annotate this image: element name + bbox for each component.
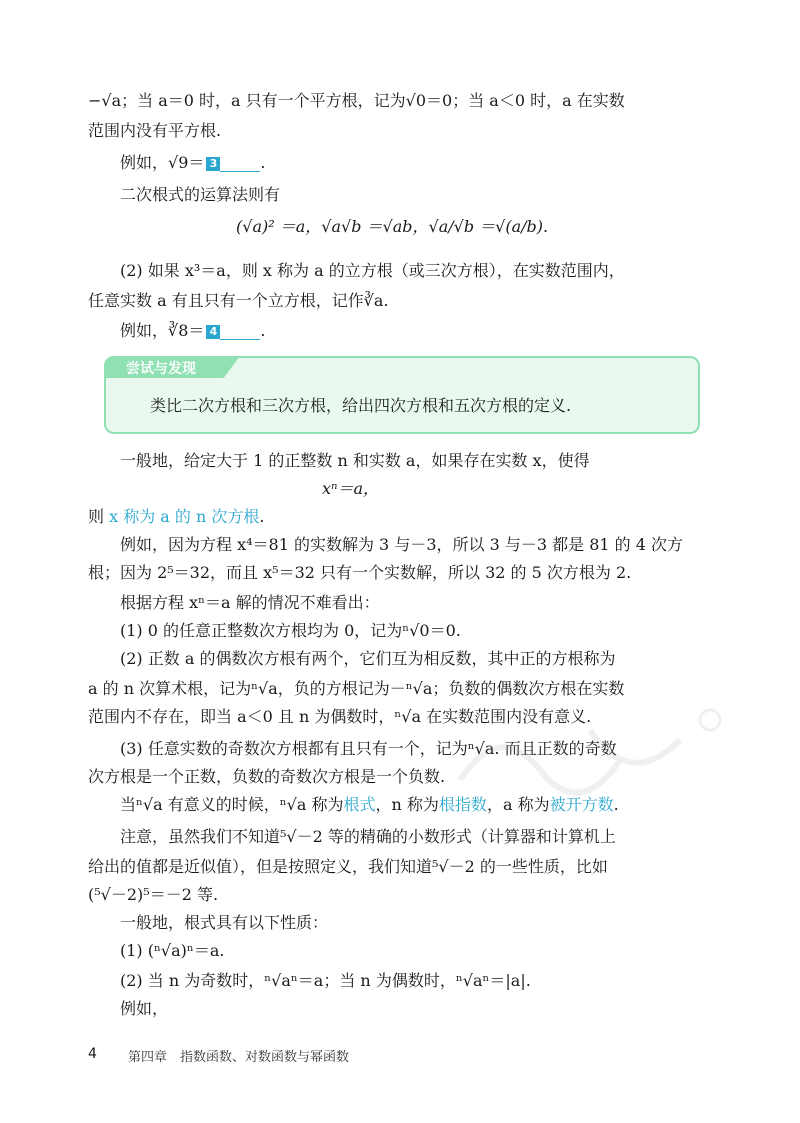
formula-sqrt-rules: (√a)² ＝a，√a√b ＝√ab，√a/√b ＝√(a/b).	[236, 217, 549, 236]
text-line: a 的 n 次算术根，记为ⁿ√a，负的方根记为－ⁿ√a；负数的偶数次方根在实数	[88, 679, 625, 698]
text-line: 次方根是一个正数，负数的奇数次方根是一个负数.	[88, 767, 446, 786]
definition-end: .	[259, 507, 265, 526]
text-line: 一般地，给定大于 1 的正整数 n 和实数 a，如果存在实数 x，使得	[120, 451, 590, 470]
text-line: 二次根式的运算法则有	[120, 185, 281, 204]
text-line: (2) 正数 a 的偶数次方根有两个，它们互为相反数，其中正的方根称为	[120, 649, 616, 668]
text-line: (2) 当 n 为奇数时，ⁿ√aⁿ＝a；当 n 为偶数时，ⁿ√aⁿ＝|a|.	[120, 971, 531, 990]
example-end: .	[260, 153, 266, 172]
term-radical: 根式	[343, 795, 376, 814]
example-text: 例如，∛8＝	[120, 321, 205, 340]
blank-number-3: 3	[206, 157, 220, 171]
example-end: .	[260, 321, 266, 340]
text-line: (⁵√－2)⁵＝－2 等.	[88, 885, 219, 904]
watermark-logo	[440, 700, 730, 810]
term-text: 当ⁿ√a 有意义的时候，ⁿ√a 称为	[120, 795, 344, 814]
text-line: 范围内没有平方根.	[88, 121, 222, 140]
formula-nth-power: xⁿ＝a，	[322, 479, 380, 498]
text-line: 注意，虽然我们不知道⁵√－2 等的精确的小数形式（计算器和计算机上	[120, 827, 616, 846]
text-line: 根；因为 2⁵＝32，而且 x⁵＝32 只有一个实数解，所以 32 的 5 次方根为 2.	[88, 563, 632, 582]
text-line: (1) (ⁿ√a)ⁿ＝a.	[120, 941, 225, 960]
term-radicand: 被开方数	[549, 795, 614, 814]
text-line: 一般地，根式具有以下性质：	[120, 913, 329, 932]
term-text: ，n 称为	[375, 795, 439, 814]
page-number: 4	[88, 1046, 97, 1062]
definition-prefix: 则	[88, 507, 110, 526]
text-line: 根据方程 xⁿ＝a 解的情况不难看出：	[120, 593, 380, 612]
text-line: 例如，因为方程 x⁴＝81 的实数解为 3 与－3，所以 3 与－3 都是 81 的 4 次方	[120, 535, 684, 554]
text-line: (1) 0 的任意正整数次方根均为 0，记为ⁿ√0＝0.	[120, 621, 461, 640]
text-line: 例如，	[120, 999, 169, 1018]
example-cbrt8	[120, 316, 740, 346]
answer-blank-line	[220, 323, 260, 340]
term-root-index: 根指数	[438, 795, 487, 814]
term-end: .	[613, 795, 619, 814]
blank-number-4: 4	[206, 325, 220, 339]
definition-nth-root-highlight: x 称为 a 的 n 次方根	[109, 507, 260, 526]
example-sqrt9	[120, 148, 740, 178]
definition-line	[88, 502, 708, 532]
example-text: 例如，√9＝	[120, 153, 205, 172]
term-text: ，a 称为	[486, 795, 550, 814]
answer-blank-line	[220, 155, 260, 172]
text-line: 范围内不存在，即当 a＜0 且 n 为偶数时，ⁿ√a 在实数范围内没有意义.	[88, 707, 592, 726]
text-line: −√a；当 a＝0 时，a 只有一个平方根，记为√0＝0；当 a＜0 时，a 在实数	[88, 91, 625, 110]
chapter-title: 第四章 指数函数、对数函数与幂函数	[128, 1050, 350, 1065]
try-and-discover-label: 尝试与发现	[126, 361, 196, 377]
text-line: (2) 如果 x³＝a，则 x 称为 a 的立方根（或三次方根），在实数范围内，	[120, 261, 625, 280]
text-line: (3) 任意实数的奇数次方根都有且只有一个，记为ⁿ√a. 而且正数的奇数	[120, 739, 617, 758]
try-and-discover-text: 类比二次方根和三次方根，给出四次方根和五次方根的定义.	[150, 396, 572, 415]
text-line: 给出的值都是近似值），但是按照定义，我们知道⁵√－2 的一些性质，比如	[88, 857, 608, 876]
text-line: 任意实数 a 有且只有一个立方根，记作∛a.	[88, 291, 389, 310]
